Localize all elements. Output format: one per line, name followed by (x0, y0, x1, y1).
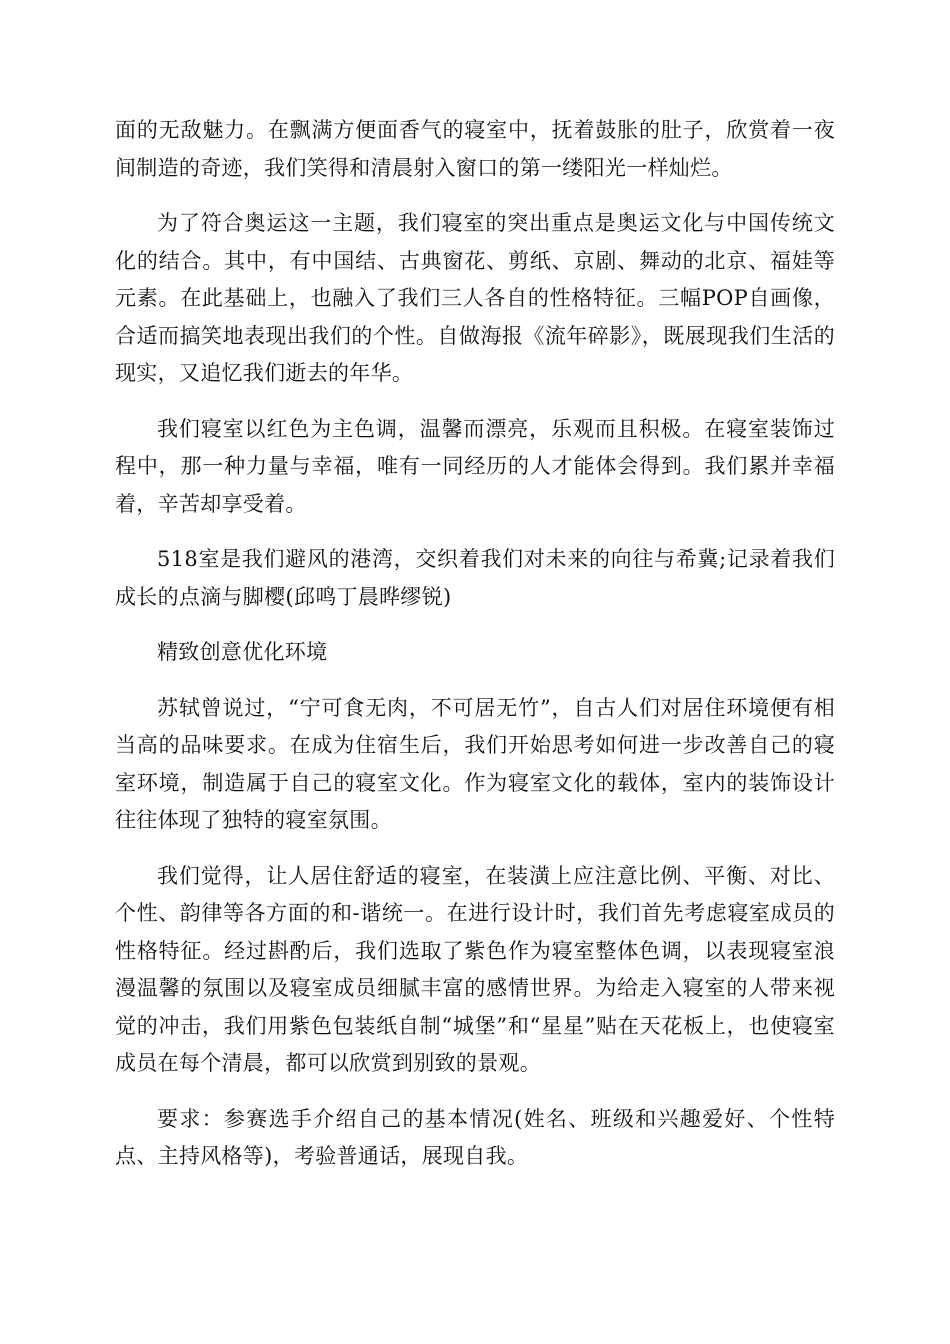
paragraph-room-518: 518室是我们避风的港湾，交织着我们对未来的向往与希冀;记录着我们成长的点滴与脚樱(邱鸣丁晨晔缪锐) (115, 547, 835, 609)
paragraph-purple-design: 我们觉得，让人居住舒适的寝室，在装潢上应注意比例、平衡、对比、个性、韵律等各方面的和-谐统一。在进行设计时，我们首先考虑寝室成员的性格特征。经过斟酌后，我们选取了紫色作为寝室整体色调，以表现寝室浪漫温馨的氛围以及寝室成员细腻丰富的感情世界。为给走入寝室的人带来视觉的冲击，我们用紫色包装纸自制“城堡”和“星星”贴在天花板上，也使寝室成员在每个清晨，都可以欣赏到别致的景观。 (115, 863, 835, 1075)
section-heading: 精致创意优化环境 (157, 640, 328, 664)
document-body (115, 112, 835, 1194)
paragraph-requirements: 要求：参赛选手介绍自己的基本情况(姓名、班级和兴趣爱好、个性特点、主持风格等)，考验普通话，展现自我。 (115, 1106, 835, 1168)
paragraph-olympic-theme: 为了符合奥运这一主题，我们寝室的突出重点是奥运文化与中国传统文化的结合。其中，有中国结、古典窗花、剪纸、京剧、舞动的北京、福娃等元素。在此基础上，也融入了我们三人各自的性格特征。三幅POP自画像，合适而搞笑地表现出我们的个性。自做海报《流年碎影》，既展现我们生活的现实，又追忆我们逝去的年华。 (115, 211, 835, 385)
paragraph-continuation: 面的无敌魅力。在飘满方便面香气的寝室中，抚着鼓胀的肚子，欣赏着一夜间制造的奇迹，我们笑得和清晨射入窗口的第一缕阳光一样灿烂。 (115, 118, 835, 180)
paragraph-su-shi-quote: 苏轼曾说过，“宁可食无肉，不可居无竹”，自古人们对居住环境便有相当高的品味要求。在成为住宿生后，我们开始思考如何进一步改善自己的寝室环境，制造属于自己的寝室文化。作为寝室文化的载体，室内的装饰设计往往体现了独特的寝室氛围。 (115, 695, 835, 832)
paragraph-red-tone: 我们寝室以红色为主色调，温馨而漂亮，乐观而且积极。在寝室装饰过程中，那一种力量与幸福，唯有一同经历的人才能体会得到。我们累并幸福着，辛苦却享受着。 (115, 416, 835, 516)
